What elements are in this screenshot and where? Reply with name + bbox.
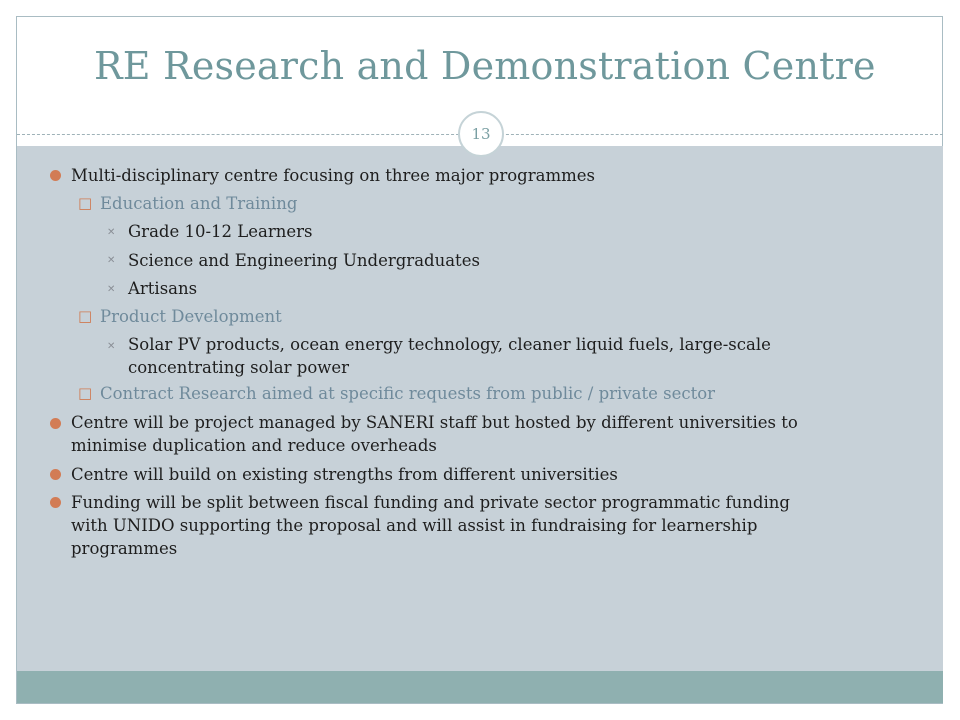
page-number-badge: 13 <box>458 111 504 157</box>
bullet-circle-icon <box>50 497 61 508</box>
list-item-continuation: programmes <box>71 539 178 558</box>
list-item: Funding will be split between fiscal funding and private sector programmatic funding <box>71 493 790 512</box>
list-item: Centre will build on existing strengths from different universities <box>71 465 618 484</box>
bullet-square-icon: □ <box>78 384 93 402</box>
bullet-x-icon: ✕ <box>107 227 116 238</box>
list-item: Centre will be project managed by SANERI staff but hosted by different universities to <box>71 413 798 432</box>
sub-heading: Contract Research aimed at specific requests from public / private sector <box>100 384 716 403</box>
footer-bar <box>17 671 943 703</box>
bullet-circle-icon <box>50 469 61 480</box>
slide-title: RE Research and Demonstration Centre <box>94 44 876 88</box>
bullet-x-icon: ✕ <box>107 255 116 266</box>
list-item-continuation: with UNIDO supporting the proposal and will assist in fundraising for learnership <box>71 516 758 535</box>
list-item-continuation: concentrating solar power <box>128 358 350 377</box>
list-item: Grade 10-12 Learners <box>128 222 313 241</box>
sub-heading: Product Development <box>100 307 282 326</box>
list-item: Science and Engineering Undergraduates <box>128 251 480 270</box>
list-item: Solar PV products, ocean energy technology, cleaner liquid fuels, large-scale <box>128 335 771 354</box>
sub-heading: Education and Training <box>100 194 298 213</box>
bullet-square-icon: □ <box>78 194 93 212</box>
list-item: Multi-disciplinary centre focusing on three major programmes <box>71 166 595 185</box>
list-item-continuation: minimise duplication and reduce overheads <box>71 436 437 455</box>
bullet-x-icon: ✕ <box>107 284 116 295</box>
bullet-circle-icon <box>50 418 61 429</box>
bullet-circle-icon <box>50 170 61 181</box>
list-item: Artisans <box>128 279 198 298</box>
bullet-square-icon: □ <box>78 307 93 325</box>
bullet-x-icon: ✕ <box>107 341 116 352</box>
